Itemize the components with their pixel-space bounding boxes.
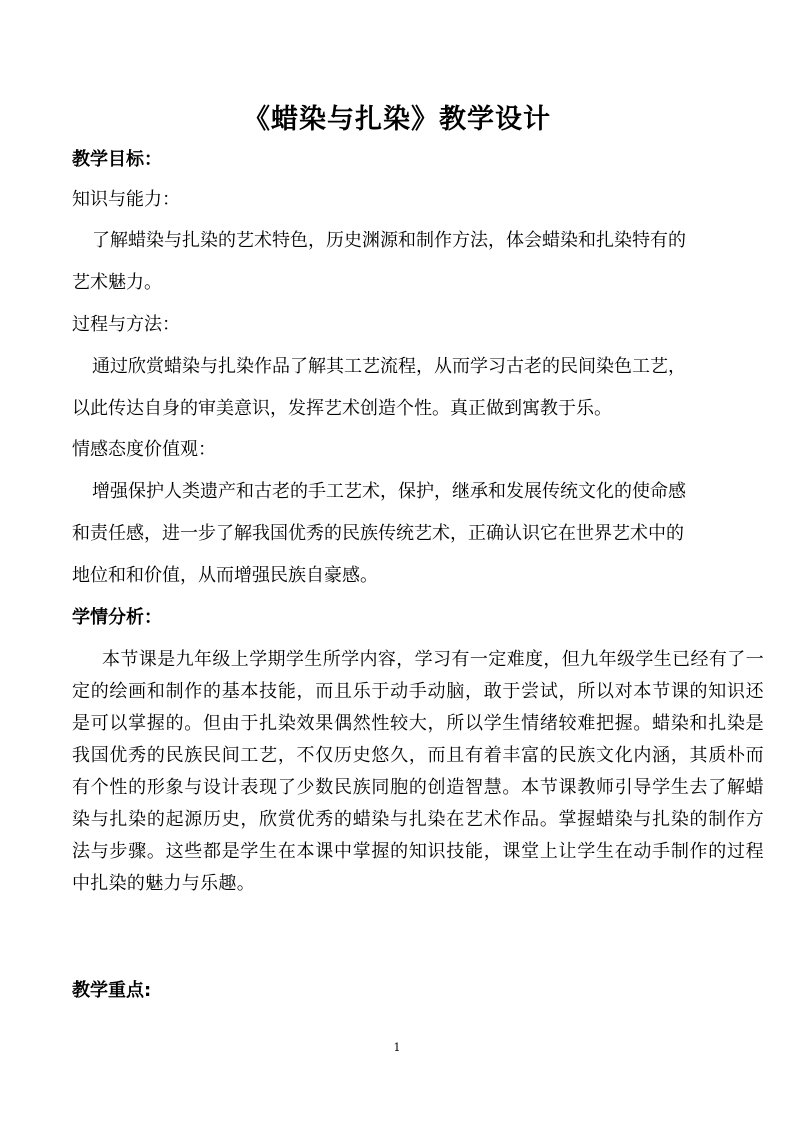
emotion-line-2: 和责任感，进一步了解我国优秀的民族传统艺术，正确认识它在世界艺术中的 <box>72 523 684 544</box>
knowledge-line-1: 了解蜡染与扎染的艺术特色，历史渊源和制作方法，体会蜡染和扎染特有的 <box>92 230 686 251</box>
process-label: 过程与方法： <box>72 314 180 335</box>
analysis-paragraph: 本节课是九年级上学期学生所学内容，学习有一定难度，但九年级学生已经有了一定的绘画和制作的基本技能，而且乐于动手动脑，敢于尝试，所以对本节课的知识还是可以掌握的。但由于扎染效果偶然性较大，所以学生情绪较难把握。蜡染和扎染是我国优秀的民族民间工艺，不仅历史悠久，而且有着丰富的民族文化内涵，其质朴而有个性的形象与设计表现了少数民族同胞的创造智慧。本节课教师引导学生去了解蜡染与扎染的起源历史，欣赏优秀的蜡染与扎染在艺术作品。掌握蜡染与扎染的制作方法与步骤。这些都是学生在本课中掌握的知识技能，课堂上让学生在动手制作的过程中扎染的魅力与乐趣。 <box>72 649 764 894</box>
emotion-line-1: 增强保护人类遗产和古老的手工艺术，保护，继承和发展传统文化的使命感 <box>92 481 686 502</box>
objectives-heading: 教学目标： <box>72 149 162 170</box>
emotion-line-3: 地位和和价值，从而增强民族自豪感。 <box>72 565 378 586</box>
process-line-2: 以此传达自身的审美意识，发挥艺术创造个性。真正做到寓教于乐。 <box>72 398 612 419</box>
process-line-1: 通过欣赏蜡染与扎染作品了解其工艺流程，从而学习古老的民间染色工艺， <box>92 356 686 377</box>
document-title: 《蜡染与扎染》教学设计 <box>243 104 551 135</box>
page-number: 1 <box>393 1041 401 1054</box>
emotion-label: 情感态度价值观： <box>72 439 216 460</box>
analysis-heading: 学情分析： <box>72 607 162 628</box>
knowledge-label: 知识与能力： <box>72 189 180 210</box>
knowledge-line-2: 艺术魅力。 <box>72 272 162 293</box>
key-points-heading: 教学重点: <box>72 980 152 1001</box>
